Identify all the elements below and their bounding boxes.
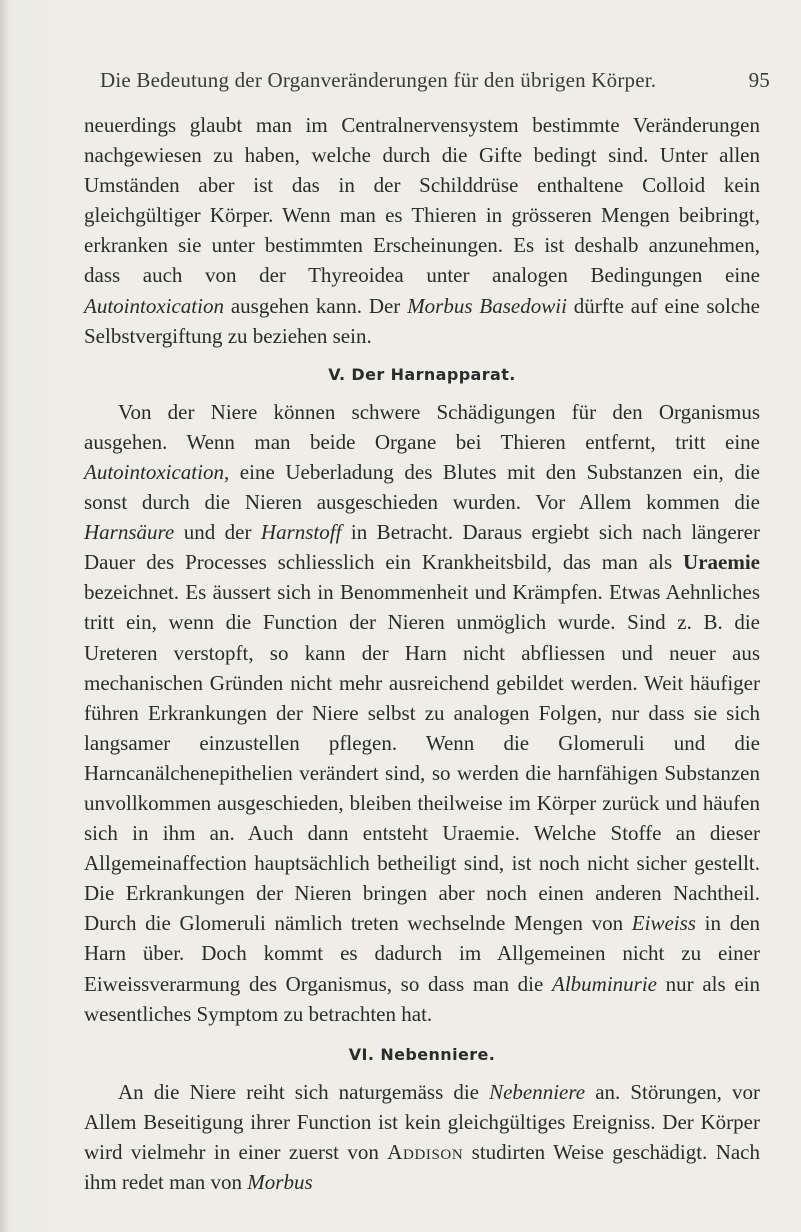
body-text [84, 110, 760, 1197]
section-heading-harnapparat: V. Der Harnapparat. [328, 364, 516, 384]
term-morbus: Morbus [247, 1170, 313, 1194]
running-title: Die Bedeutung der Organveränderungen für den übrigen Körper. [100, 68, 657, 92]
paragraph-thyreoidea: neuerdings glaubt man im Centralnervensystem bestimmte Veränderungen nachgewiesen zu haben, welche durch die Gifte bedingt sind. Unter allen Umständen aber ist das in der Schilddrüse enthaltene Colloid kein gleichgültiger Körper. Wenn man es Thieren in grösseren Mengen beibringt, erkranken sie unter bestimmten Erscheinungen. Es ist deshalb anzunehmen, dass auch von der Thyreoidea unter analogen Bedingungen eine Autointoxication ausgehen kann. Der Morbus Basedowii dürfte auf eine solche Selbstvergiftung zu beziehen sein. [84, 113, 760, 348]
term-albuminurie: Albuminurie [552, 971, 657, 996]
term-autointoxication: Autointoxication [84, 293, 224, 318]
term-eiweiss: Eiweiss [631, 911, 696, 936]
term-harnsaeure: Harnsäure [84, 520, 175, 545]
paragraph-harnapparat: Von der Niere können schwere Schädigungen für den Organismus ausgehen. Wenn man beide Organe bei Thieren entfernt, tritt eine Autointoxication, eine Ueberladung des Blutes mit den Substanzen ein, die sonst durch die Nieren ausgeschieden wurden. Vor Allem kommen die Harnsäure und der Harnstoff in Betracht. Daraus ergiebt sich nach längerer Dauer des Processes schliesslich ein Krankheitsbild, das man als Uraemie bezeichnet. Es äussert sich in Benommenheit und Krämpfen. Etwas Aehnliches tritt ein, wenn die Function der Nieren unmöglich wurde. Sind z. B. die Ureteren verstopft, so kann der Harn nicht abfliessen und neuer aus mechanischen Gründen nicht mehr ausreichend gebildet werden. Weit häufiger führen Erkrankungen der Niere selbst zu analogen Folgen, nur dass sie sich langsamer einzustellen pflegen. Wenn die Glomeruli und die Harncanälchenepithelien verändert sind, so werden die harnfähigen Substanzen unvollkommen ausgeschieden, bleiben theilweise im Körper zurück und häufen sich in ihm an. Auch dann entsteht Uraemie. Welche Stoffe an dieser Allgemeinaffection hauptsächlich betheiligt sind, ist noch nicht sicher gestellt. Die Erkrankungen der Nieren bringen aber noch einen anderen Nachtheil. Durch die Glomeruli nämlich treten wechselnde Mengen von Eiweiss in den Harn über. Doch kommt es dadurch im Allgemeinen nicht zu einer Eiweissverarmung des Organismus, so dass man die Albuminurie nur als ein wesentliches Symptom zu betrachten hat. [84, 399, 761, 1026]
author-addison: Addison [387, 1139, 464, 1164]
term-harnstoff: Harnstoff [260, 520, 342, 545]
term-uraemie: Uraemie [683, 550, 760, 575]
page-header [70, 68, 770, 100]
term-morbus-basedowii: Morbus Basedowii [407, 293, 567, 318]
page-gutter-shadow [0, 0, 8, 1232]
term-nebenniere: Nebenniere [489, 1079, 586, 1104]
term-autointoxication-2: Autointoxication [84, 459, 224, 484]
paragraph-nebenniere: An die Niere reiht sich naturgemäss die Nebenniere an. Störungen, vor Allem Beseitigung ihrer Function ist kein gleichgültiges Ereigniss. Der Körper wird vielmehr in einer zuerst von Addison studirten Weise geschädigt. Nach ihm redet man von Morbus [84, 1079, 760, 1194]
page-number: 95 [748, 68, 770, 92]
section-heading-nebenniere: VI. Nebenniere. [348, 1044, 496, 1064]
